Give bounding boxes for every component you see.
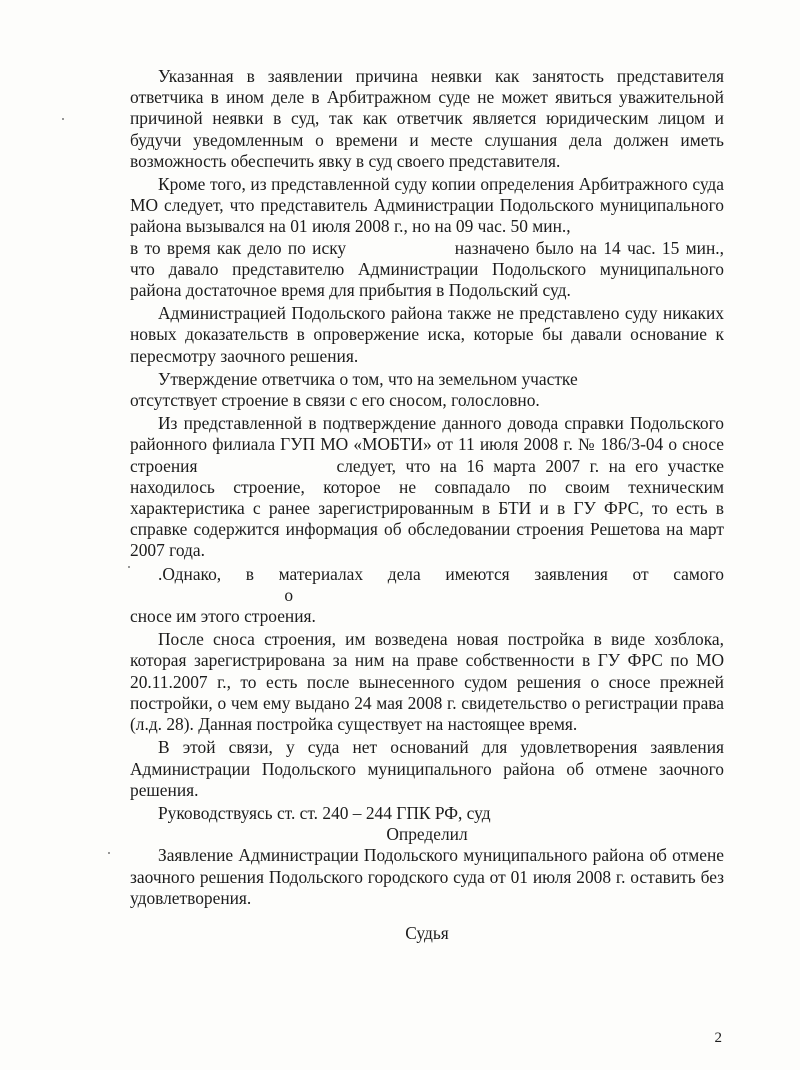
page-number: 2 <box>714 1030 722 1046</box>
document-body <box>130 66 724 944</box>
paragraph-5-text-c: следует, что на 16 марта 2007 г. на <box>336 455 626 476</box>
paragraph-9: Руководствуясь ст. ст. 240 – 244 ГПК РФ, суд <box>158 802 491 823</box>
paragraph-1: Указанная в заявлении причина неявки как занятость представителя ответчика в ином деле в Арбитражном суде не может явиться уважительной причиной неявки в суд, так как ответчик является юридическим лицом и будучи уведомленным о времени и месте слушания дела должен иметь возможность обеспечить явку в суд своего представителя. <box>130 66 724 171</box>
paragraph-4-line-2: отсутствует строение в связи с его сносом, голословно. <box>130 390 540 411</box>
paragraph-10: Заявление Администрации Подольского муниципального района об отмене заочного решения Подольского городского суда от 01 июля 2008 г. оставить без удовлетворения. <box>130 845 724 908</box>
scan-speck <box>128 566 130 568</box>
scan-speck <box>108 852 110 854</box>
paragraph-8: В этой связи, у суда нет оснований для удовлетворения заявления Администрации Подольского муниципального района об отмене заочного решения. <box>130 737 724 800</box>
paragraph-5-text-b: 186/3-04 о сносе строения <box>130 434 724 476</box>
paragraph-5 <box>130 413 724 561</box>
paragraph-2-line-a: в то время как дело по иску <box>130 237 347 258</box>
paragraph-7: После сноса строения, им возведена новая постройка в виде хозблока, которая зарегистрирована за ним на праве собственности в ГУ ФРС по МО 20.11.2007 г., то есть после вынесенного судом решения о сносе прежней постройки, о чем ему выдано 24 мая 2008 г. свидетельство о регистрации права (л.д. 28). Данная постройка существует на настоящее время. <box>130 629 724 735</box>
paragraph-5-text-d: его участке находилось строение, которое не совпадало по своим техническим характеристика с ранее зарегистрированным в БТИ и в ГУ ФРС, то есть в справке содержится информация об обследовании строения Решетова на март 2007 года. <box>130 455 724 561</box>
signature-label: Судья <box>405 922 449 943</box>
paragraph-6-text-a: .Однако, в материалах дела имеются заявления от самого <box>158 563 724 584</box>
scan-speck <box>62 118 64 120</box>
paragraph-4-line-1: Утверждение ответчика о том, что на земельном участке <box>158 368 578 389</box>
paragraph-2-line-b: назначено было на 14 час. 15 мин., <box>454 237 724 258</box>
paragraph-6 <box>130 564 724 628</box>
decision-heading: Определил <box>386 824 468 845</box>
paragraph-4 <box>130 369 724 411</box>
paragraph-6-text-b: о <box>284 584 294 605</box>
paragraph-3: Администрацией Подольского района также не представлено суду никаких новых доказательств в опровержение иска, которые бы давали основание к пересмотру заочного решения. <box>130 303 724 366</box>
paragraph-2 <box>130 174 724 301</box>
paragraph-2-tail: что давало представителю Администрации Подольского муниципального района достаточное время для прибытия в Подольский суд. <box>130 258 724 301</box>
paragraph-2-text: Кроме того, из представленной суду копии определения Арбитражного суда МО следует, что представитель Администрации Подольского муниципального района вызывался на 01 июля 2008 г., но на 09 час. 50 мин., <box>130 174 724 237</box>
paragraph-6-text-c: сносе им этого строения. <box>130 606 316 627</box>
paragraph-5-text-a: Из представленной в подтверждение данного довода справки Подольского районного филиала ГУП МО «МОБТИ» от 11 июля 2008 г. № <box>130 413 724 455</box>
